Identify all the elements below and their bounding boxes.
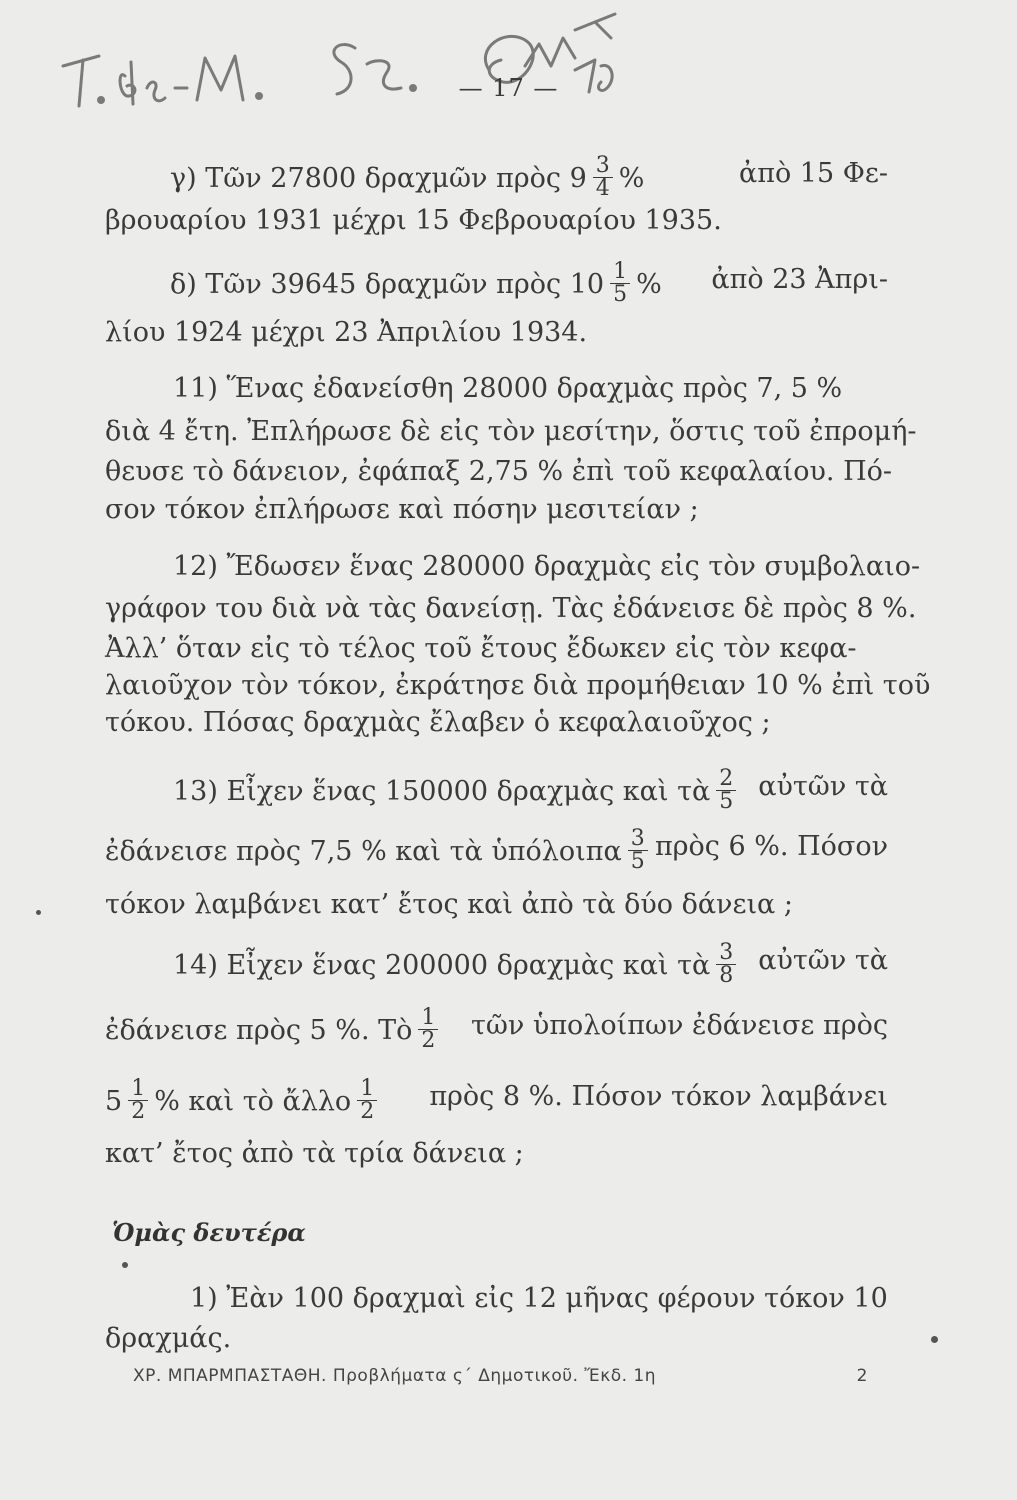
fraction: $\frac{2}{5}$	[716, 768, 736, 813]
footer-signature-number: 2	[856, 1366, 868, 1386]
problem-11-line-3: θευσε τὸ δάνειον, ἐφάπαξ 2,75 % ἐπὶ τοῦ κεφαλαίου. Πό-	[105, 456, 893, 487]
problem-13-line-3: τόκον λαμβάνει κατ’ ἔτος καὶ ἀπὸ τὰ δύο δάνεια ;	[105, 889, 793, 920]
problem-14-line-4: κατ’ ἔτος ἀπὸ τὰ τρία δάνεια ;	[105, 1138, 524, 1169]
problem-11-line-2: διὰ 4 ἔτη. Ἐπλήρωσε δὲ εἰς τὸν μεσίτην, ὅστις τοῦ ἐπρομή-	[105, 416, 917, 447]
speck	[122, 1262, 128, 1268]
line-text: πρὸς 8 %. Πόσον τόκον λαμβάνει	[429, 1081, 888, 1112]
fraction: $\frac{3}{5}$	[628, 828, 648, 873]
problem-12-line-3: Ἀλλ’ ὅταν εἰς τὸ τέλος τοῦ ἔτους ἔδωκεν εἰς τὸν κεφα-	[105, 633, 857, 664]
problem-12-line-4: λαιοῦχον τὸν τόκον, ἐκράτησε διὰ προμήθειαν 10 % ἐπὶ τοῦ	[105, 670, 931, 701]
fraction: $\frac{1}{2}$	[418, 1007, 438, 1052]
problem-11-line-1: 11) Ἕνας ἐδανείσθη 28000 δραχμὰς πρὸς 7, 5 %	[173, 373, 843, 404]
line-text: αὐτῶν τὰ	[758, 771, 888, 802]
line-text: ἀπὸ 23 Ἀπρι-	[711, 264, 888, 295]
line-text: 13) Εἶχεν ἕνας 150000 δραχμὰς καὶ τὰ	[173, 776, 711, 807]
problem-13-line-2	[105, 826, 888, 874]
line-text: ἐδάνεισε πρὸς 5 %. Τὸ	[105, 1015, 413, 1046]
section-title: Ὁμὰς δευτέρα	[112, 1218, 306, 1247]
problem-13-line-1	[105, 766, 888, 814]
problem-gamma-line-1	[105, 153, 888, 201]
line-text: πρὸς 6 %. Πόσον	[654, 831, 888, 862]
problem-12-line-2: γράφον του διὰ νὰ τὰς δανείσῃ. Τὰς ἐδάνεισε δὲ πρὸς 8 %.	[105, 593, 917, 624]
line-text: 5	[105, 1086, 123, 1117]
fraction: $\frac{1}{2}$	[357, 1078, 377, 1123]
percent-sign: %	[618, 163, 645, 194]
problem-12-line-1: 12) Ἔδωσεν ἕνας 280000 δραχμὰς εἰς τὸν συμβολαιο-	[173, 551, 921, 582]
problem-14-line-2	[105, 1005, 888, 1053]
line-text: αὐτῶν τὰ	[758, 945, 888, 976]
line-text: γ) Τῶν 27800 δραχμῶν πρὸς 9	[170, 163, 587, 194]
line-text: 14) Εἶχεν ἕνας 200000 δραχμὰς καὶ τὰ	[173, 950, 711, 981]
section-problem-line-1: 1) Ἐὰν 100 δραχμαὶ εἰς 12 μῆνας φέρουν τόκον 10	[190, 1283, 888, 1314]
problem-12-line-5: τόκου. Πόσας δραχμὰς ἔλαβεν ὁ κεφαλαιοῦχος ;	[105, 707, 771, 738]
percent-sign: %	[636, 269, 662, 300]
fraction: $\frac{1}{2}$	[128, 1078, 148, 1123]
footer	[133, 1366, 868, 1392]
problem-delta-line-2: λίου 1924 μέχρι 23 Ἀπριλίου 1934.	[105, 317, 588, 348]
line-text: δ) Τῶν 39645 δραχμῶν πρὸς 10	[170, 269, 605, 300]
problem-gamma-line-2: βρουαρίου 1931 μέχρι 15 Φεβρουαρίου 1935.	[105, 205, 722, 236]
speck	[36, 910, 41, 915]
line-text: ἐδάνεισε πρὸς 7,5 % καὶ τὰ ὑπόλοιπα	[105, 836, 622, 867]
problem-14-line-3	[105, 1076, 888, 1124]
problem-delta-line-1	[105, 259, 888, 307]
fraction: $\frac{1}{5}$	[610, 261, 630, 306]
fraction: $\frac{3}{8}$	[716, 942, 736, 987]
fraction: $\frac{3}{4}$	[593, 155, 613, 200]
line-text: τῶν ὑπολοίπων ἐδάνεισε πρὸς	[470, 1010, 888, 1041]
page-number: — 17 —	[458, 74, 559, 102]
footer-citation: ΧΡ. ΜΠΑΡΜΠΑΣΤΑΘΗ. Προβλήματα ς΄ Δημοτικοῦ. Ἔκδ. 1η	[133, 1366, 657, 1386]
section-problem-line-2: δραχμάς.	[105, 1323, 232, 1354]
problem-11-line-4: σον τόκον ἐπλήρωσε καὶ πόσην μεσιτείαν ;	[105, 494, 699, 525]
speck	[931, 1336, 938, 1343]
line-text: % καὶ τὸ ἄλλο	[154, 1086, 352, 1117]
line-text: ἀπὸ 15 Φε-	[738, 158, 888, 189]
problem-14-line-1	[105, 940, 888, 988]
